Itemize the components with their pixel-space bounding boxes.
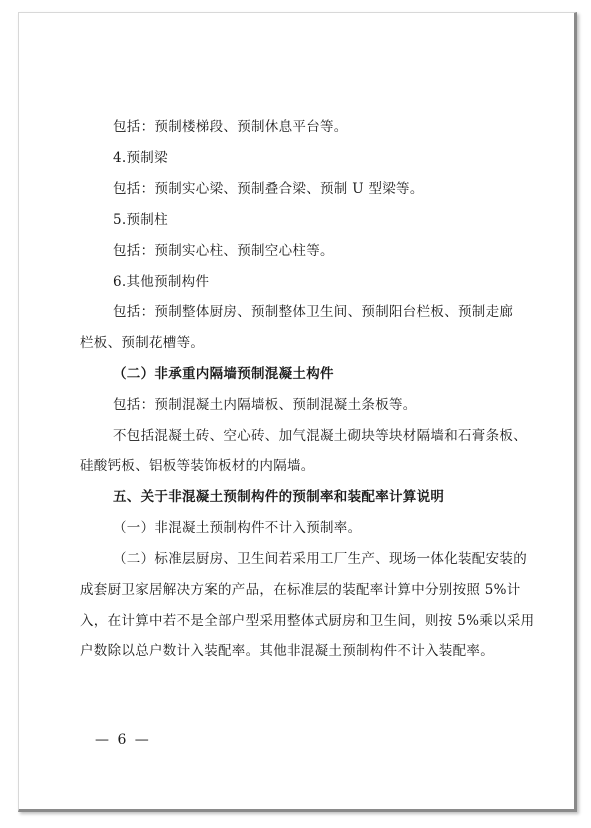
- text-line: 户数除以总户数计入装配率。其他非混凝土预制构件不计入装配率。: [80, 643, 494, 659]
- section-heading: 6.其他预制构件: [113, 274, 210, 290]
- page-number: — 6 —: [95, 732, 151, 748]
- text-line: 包括：预制混凝土内隔墙板、预制混凝土条板等。: [113, 397, 417, 413]
- text-line: 入，在计算中若不是全部户型采用整体式厨房和卫生间，则按 5%乘以采用: [80, 613, 535, 629]
- section-heading: 5.预制柱: [113, 212, 168, 228]
- section-heading: （二）非承重内隔墙预制混凝土构件: [113, 366, 334, 382]
- text-line: 硅酸钙板、铝板等装饰板材的内隔墙。: [80, 458, 315, 474]
- text-line: 不包括混凝土砖、空心砖、加气混凝土砌块等块材隔墙和石膏条板、: [113, 428, 527, 444]
- text-line: 包括：预制整体厨房、预制整体卫生间、预制阳台栏板、预制走廊: [113, 304, 514, 320]
- text-line: 包括：预制实心梁、预制叠合梁、预制 U 型梁等。: [113, 181, 424, 197]
- text-line: 栏板、预制花槽等。: [80, 335, 205, 351]
- text-line: （二）标准层厨房、卫生间若采用工厂生产、现场一体化装配安装的: [113, 551, 527, 567]
- section-heading: 五、关于非混凝土预制构件的预制率和装配率计算说明: [113, 489, 445, 505]
- text-line: 成套厨卫家居解决方案的产品，在标准层的装配率计算中分别按照 5%计: [80, 582, 521, 598]
- text-line: 包括：预制实心柱、预制空心柱等。: [113, 243, 334, 259]
- text-line: （一）非混凝土预制构件不计入预制率。: [113, 520, 362, 536]
- section-heading: 4.预制梁: [113, 150, 168, 166]
- text-line: 包括：预制楼梯段、预制休息平台等。: [113, 119, 348, 135]
